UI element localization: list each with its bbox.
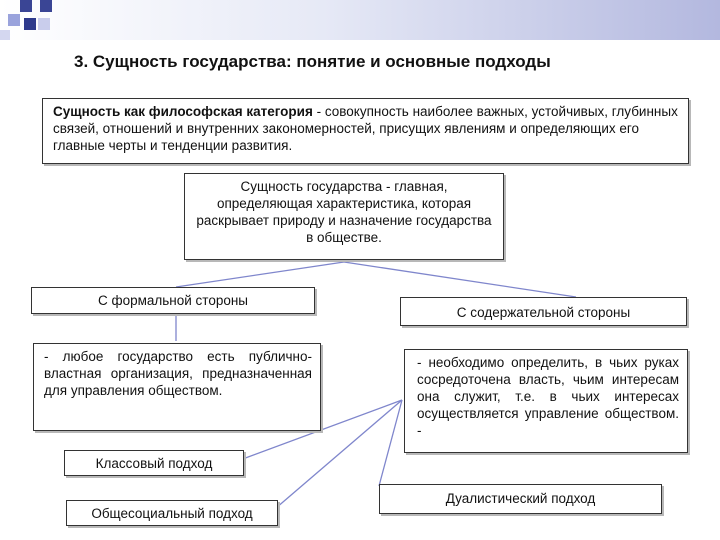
state-essence-box [184,173,504,260]
formal-side-box [31,287,315,314]
definition-text [53,103,678,154]
content-side-label: С содержательной стороны [456,305,631,320]
dualistic-approach-label: Дуалистический подход [445,491,596,506]
class-approach-label: Классовый подход [95,456,213,471]
state-essence-text: Сущность государства - главная, определяющая характеристика, которая раскрывает природу и назначение государства в обществе. [196,179,492,245]
formal-side-description [33,343,321,431]
class-approach-box [64,450,244,476]
connector-content-to-dual [379,400,402,486]
formal-side-label: С формальной стороны [97,293,249,308]
definition-term: Сущность как философская категория [53,104,313,119]
dualistic-approach-box [379,484,662,514]
social-approach-label: Общесоциальный подход [91,506,253,521]
page-title: 3. Сущность государства: понятие и основные подходы [74,52,551,71]
formal-side-text: - любое государство есть публично-властная организация, предназначенная для управления обществом. [44,349,312,398]
definition-box [42,98,689,164]
definition-body: - совокупность наиболее важных, устойчивых, глубинных связей, отношений и внутренних закономерностей, присущих явлениям и определяющих его главные черты и тенденции развития. [53,104,678,153]
content-side-box [400,297,687,326]
social-approach-box [66,500,278,526]
content-side-description [404,349,688,453]
connector-essence-to-formal [176,262,344,287]
connector-essence-to-content [344,262,576,297]
content-side-text: - необходимо определить, в чьих руках сосредоточена власть, чьим интересам она служит, т.е. в чьих интересах осуществляется управление обществом. - [417,355,679,438]
